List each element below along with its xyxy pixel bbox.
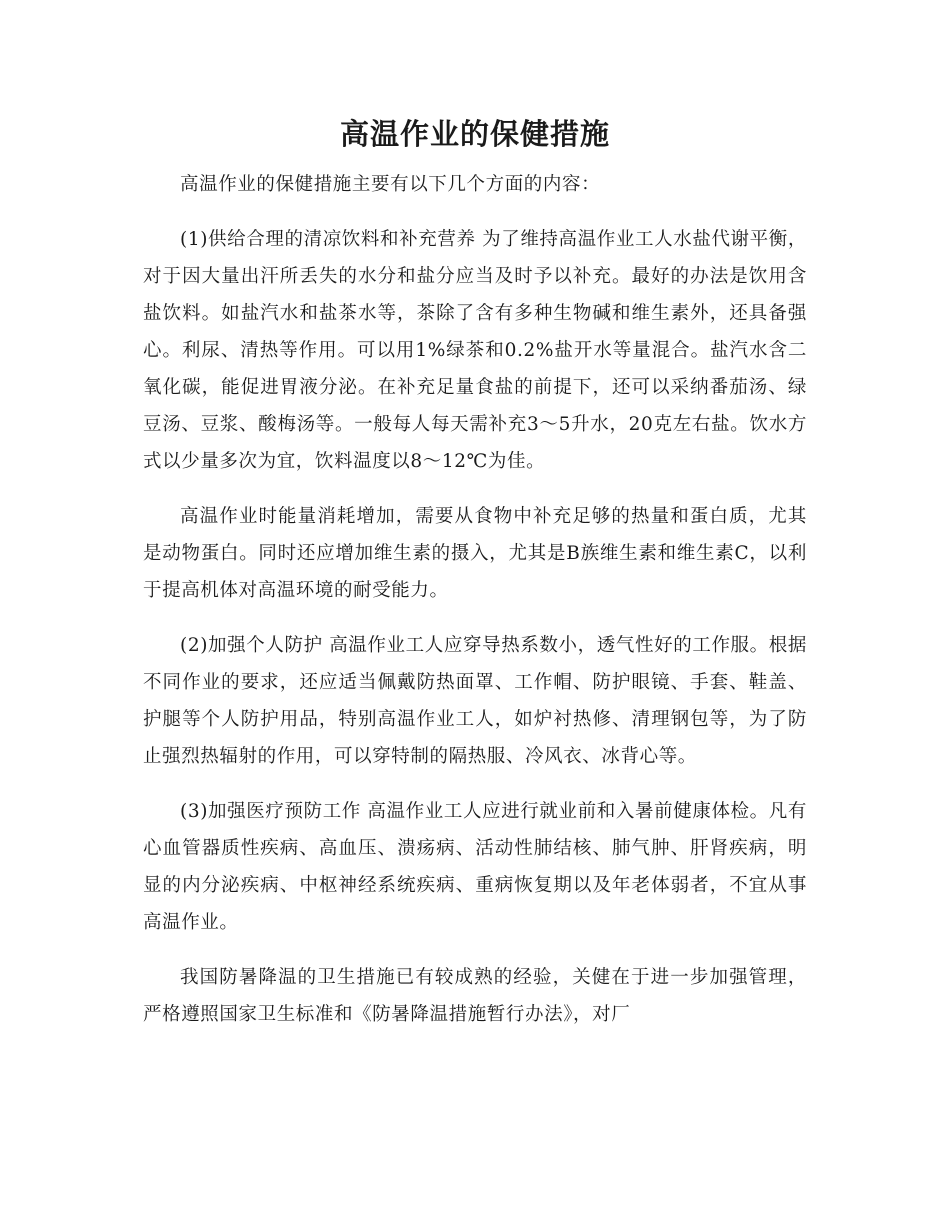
paragraph-energy-protein: 高温作业时能量消耗增加，需要从食物中补充足够的热量和蛋白质，尤其是动物蛋白。同时还应增加维生素的摄入，尤其是B族维生素和维生素C，以利于提高机体对高温环境的耐受能力。 bbox=[143, 506, 807, 601]
paragraph-spacer bbox=[143, 203, 807, 221]
document-title: 高温作业的保健措施 bbox=[339, 117, 610, 151]
paragraph-spacer bbox=[143, 941, 807, 959]
paragraph-personal-protection: (2)加强个人防护 高温作业工人应穿导热系数小，透气性好的工作服。根据不同作业的要求，还应适当佩戴防热面罩、工作帽、防护眼镜、手套、鞋盖、护腿等个人防护用品，特别高温作业工人，如炉衬热修、清理钢包等，为了防止强烈热辐射的作用，可以穿特制的隔热服、冷风衣、冰背心等。 bbox=[143, 635, 807, 767]
paragraph-spacer bbox=[143, 480, 807, 498]
paragraph-medical-prevention: (3)加强医疗预防工作 高温作业工人应进行就业前和入暑前健康体检。凡有心血管器质性疾病、高血压、溃疡病、活动性肺结核、肺气肿、肝肾疾病，明显的内分泌疾病、中枢神经系统疾病、重病恢复期以及年老体弱者，不宜从事高温作业。 bbox=[143, 801, 807, 933]
intro-paragraph: 高温作业的保健措施主要有以下几个方面的内容： bbox=[180, 174, 601, 195]
paragraph-spacer bbox=[143, 775, 807, 793]
paragraph-management: 我国防暑降温的卫生措施已有较成熟的经验，关健在于进一步加强管理，严格遵照国家卫生标准和《防暑降温措施暂行办法》，对厂 bbox=[143, 967, 807, 1025]
paragraph-spacer bbox=[143, 609, 807, 627]
paragraph-drinks-nutrition: (1)供给合理的清凉饮料和补充营养 为了维持高温作业工人水盐代谢平衡，对于因大量出汗所丢失的水分和盐分应当及时予以补充。最好的办法是饮用含盐饮料。如盐汽水和盐茶水等，茶除了含有多种生物碱和维生素外，还具备强心。利尿、清热等作用。可以用1%绿茶和0.2%盐开水等量混合。盐汽水含二氧化碳，能促进胃液分泌。在补充足量食盐的前提下，还可以采纳番茄汤、绿豆汤、豆浆、酸梅汤等。一般每人每天需补充3～5升水，20克左右盐。饮水方式以少量多次为宜，饮料温度以8～12℃为佳。 bbox=[143, 229, 807, 472]
document-body bbox=[143, 166, 807, 1033]
